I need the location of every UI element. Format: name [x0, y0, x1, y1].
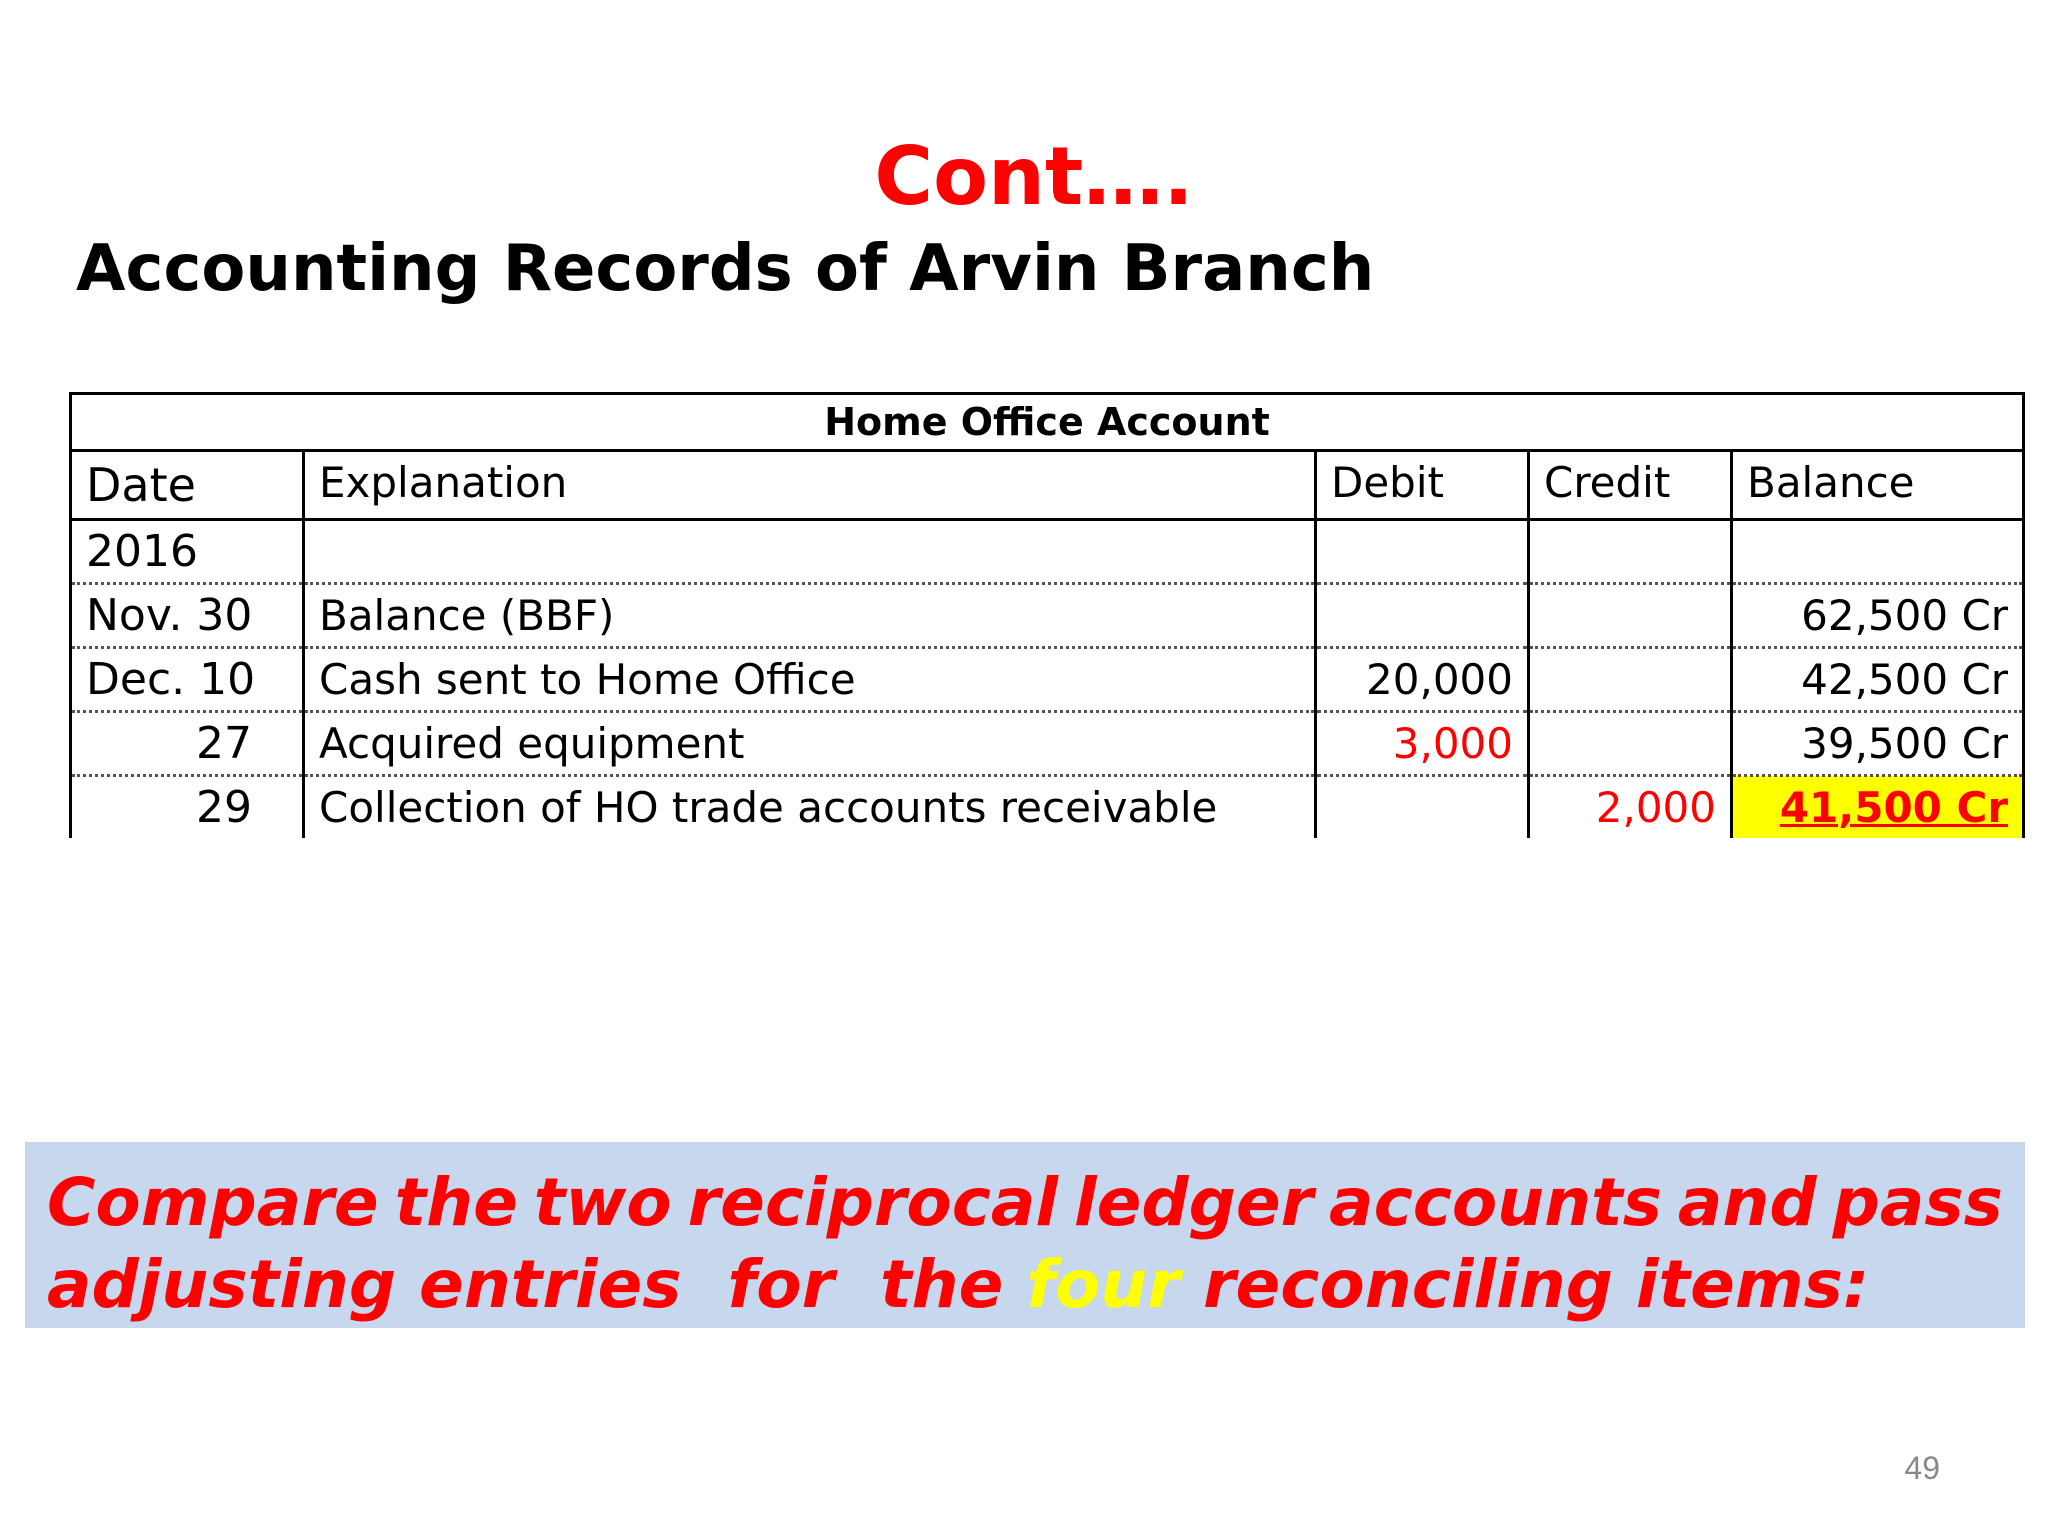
row-balance: 42,500 Cr	[1732, 648, 2024, 712]
row-debit	[1316, 520, 1529, 584]
row-credit	[1529, 712, 1732, 776]
page-number: 49	[1904, 1450, 1940, 1486]
slide-title	[0, 130, 2048, 223]
row-balance	[1732, 520, 2024, 584]
header-explanation: Explanation	[304, 451, 1316, 520]
instruction-word: Compare	[47, 1164, 379, 1241]
row-debit-adjustment: 3,000	[1316, 712, 1529, 776]
table-row	[71, 712, 2024, 776]
instruction-word: pass	[1832, 1164, 2003, 1241]
slide-title-text: Cont….	[874, 130, 1194, 223]
row-date: Nov. 30	[71, 584, 304, 648]
table-row	[71, 584, 2024, 648]
row-balance: 62,500 Cr	[1732, 584, 2024, 648]
header-debit: Debit	[1316, 451, 1529, 520]
instruction-text-end: reconciling items:	[1179, 1246, 1870, 1323]
instruction-word: ledger	[1073, 1164, 1314, 1241]
slide-subtitle: Accounting Records of Arvin Branch	[76, 232, 1375, 306]
instruction-line-2	[47, 1244, 2003, 1326]
row-debit	[1316, 584, 1529, 648]
row-credit	[1529, 584, 1732, 648]
instruction-text: adjusting entries for the	[47, 1246, 1027, 1323]
header-balance: Balance	[1732, 451, 2024, 520]
row-credit	[1529, 520, 1732, 584]
row-date: 29	[71, 776, 304, 839]
row-explanation: Collection of HO trade accounts receivable	[304, 776, 1316, 839]
row-balance: 39,500 Cr	[1732, 712, 2024, 776]
instruction-word: reciprocal	[687, 1164, 1059, 1241]
header-date: Date	[71, 451, 304, 520]
instruction-highlight-word: four	[1026, 1246, 1180, 1323]
instruction-word: accounts	[1329, 1164, 1662, 1241]
row-date: 27	[71, 712, 304, 776]
ledger-caption-row	[71, 394, 2024, 451]
ledger-header-row	[71, 451, 2024, 520]
row-explanation: Acquired equipment	[304, 712, 1316, 776]
instruction-callout	[25, 1142, 2025, 1328]
row-debit	[1316, 776, 1529, 839]
row-credit-adjustment: 2,000	[1529, 776, 1732, 839]
instruction-line-1	[47, 1162, 2003, 1244]
row-credit	[1529, 648, 1732, 712]
table-row	[71, 648, 2024, 712]
header-credit: Credit	[1529, 451, 1732, 520]
row-date: Dec. 10	[71, 648, 304, 712]
row-explanation: Balance (BBF)	[304, 584, 1316, 648]
row-date: 2016	[71, 520, 304, 584]
instruction-word: and	[1677, 1164, 1817, 1241]
instruction-word: the	[394, 1164, 518, 1241]
instruction-word: two	[533, 1164, 672, 1241]
row-explanation: Cash sent to Home Office	[304, 648, 1316, 712]
ledger-caption: Home Office Account	[71, 394, 2024, 451]
row-debit: 20,000	[1316, 648, 1529, 712]
table-row	[71, 520, 2024, 584]
table-row	[71, 776, 2024, 839]
row-explanation	[304, 520, 1316, 584]
final-balance-highlight: 41,500 Cr	[1732, 776, 2024, 839]
home-office-ledger-table	[69, 392, 2025, 838]
